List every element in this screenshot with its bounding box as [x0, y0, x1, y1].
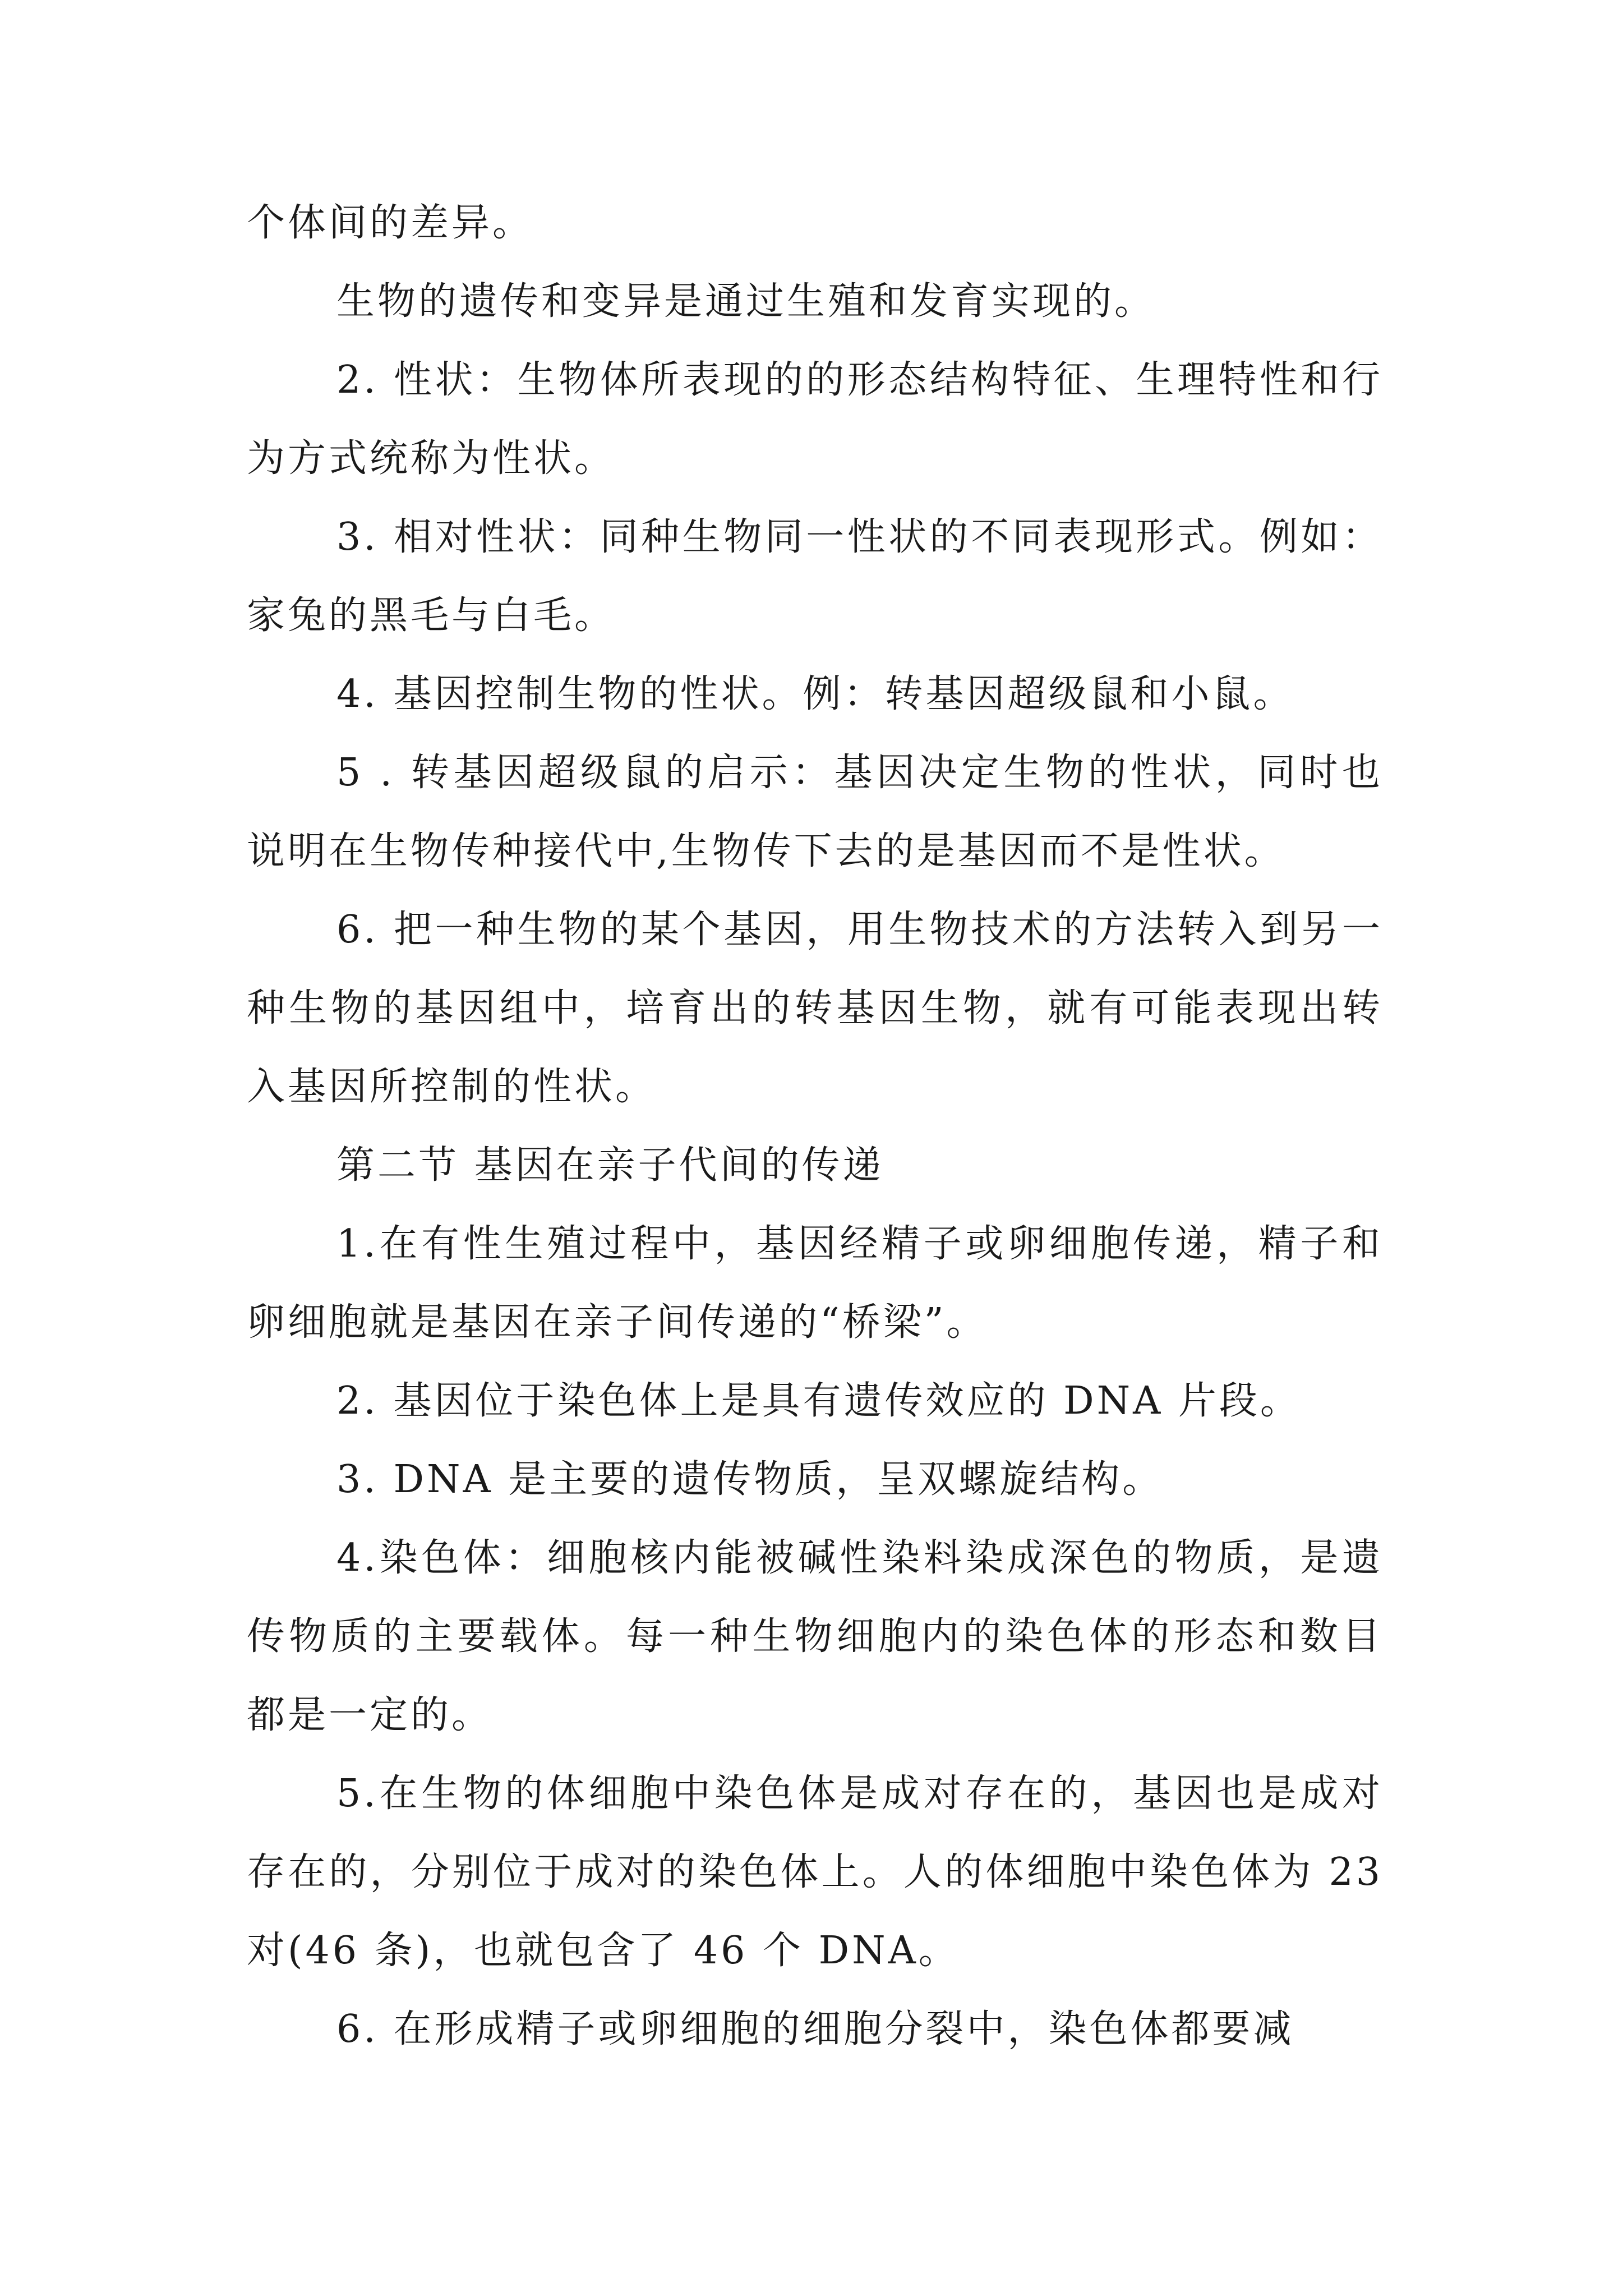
paragraph: 2. 性状：生物体所表现的的形态结构特征、生理特性和行为方式统称为性状。 — [247, 358, 1383, 481]
paragraph: 2. 基因位于染色体上是具有遗传效应的 DNA 片段。 — [336, 1379, 1301, 1423]
paragraph: 6. 把一种生物的某个基因，用生物技术的方法转入到另一种生物的基因组中，培育出的转基因生物，就有可能表现出转入基因所控制的性状。 — [247, 908, 1383, 1109]
paragraph: 5 . 转基因超级鼠的启示：基因决定生物的性状，同时也说明在生物传种接代中,生物传下去的是基因而不是性状。 — [247, 751, 1383, 873]
paragraph: 4. 基因控制生物的性状。例：转基因超级鼠和小鼠。 — [336, 672, 1294, 716]
paragraph: 3. 相对性状：同种生物同一性状的不同表现形式。例如：家兔的黑毛与白毛。 — [247, 515, 1383, 638]
paragraph: 生物的遗传和变异是通过生殖和发育实现的。 — [336, 279, 1156, 324]
paragraph: 1.在有性生殖过程中，基因经精子或卵细胞传递，精子和卵细胞就是基因在亲子间传递的“桥梁”。 — [247, 1222, 1383, 1345]
paragraph-continuation: 个体间的差异。 — [247, 201, 534, 245]
paragraph: 4.染色体：细胞核内能被碱性染料染成深色的物质，是遗传物质的主要载体。每一种生物细胞内的染色体的形态和数目都是一定的。 — [247, 1536, 1383, 1737]
section-heading: 第二节 基因在亲子代间的传递 — [336, 1143, 884, 1188]
paragraph: 5.在生物的体细胞中染色体是成对存在的，基因也是成对存在的，分别位于成对的染色体上。人的体细胞中染色体为 23 对(46 条)，也就包含了 46 个 DNA。 — [247, 1772, 1383, 1973]
paragraph: 3. DNA 是主要的遗传物质，呈双螺旋结构。 — [336, 1457, 1164, 1502]
document-body — [247, 184, 1383, 2069]
paragraph: 6. 在形成精子或卵细胞的细胞分裂中，染色体都要减 — [336, 2007, 1294, 2051]
